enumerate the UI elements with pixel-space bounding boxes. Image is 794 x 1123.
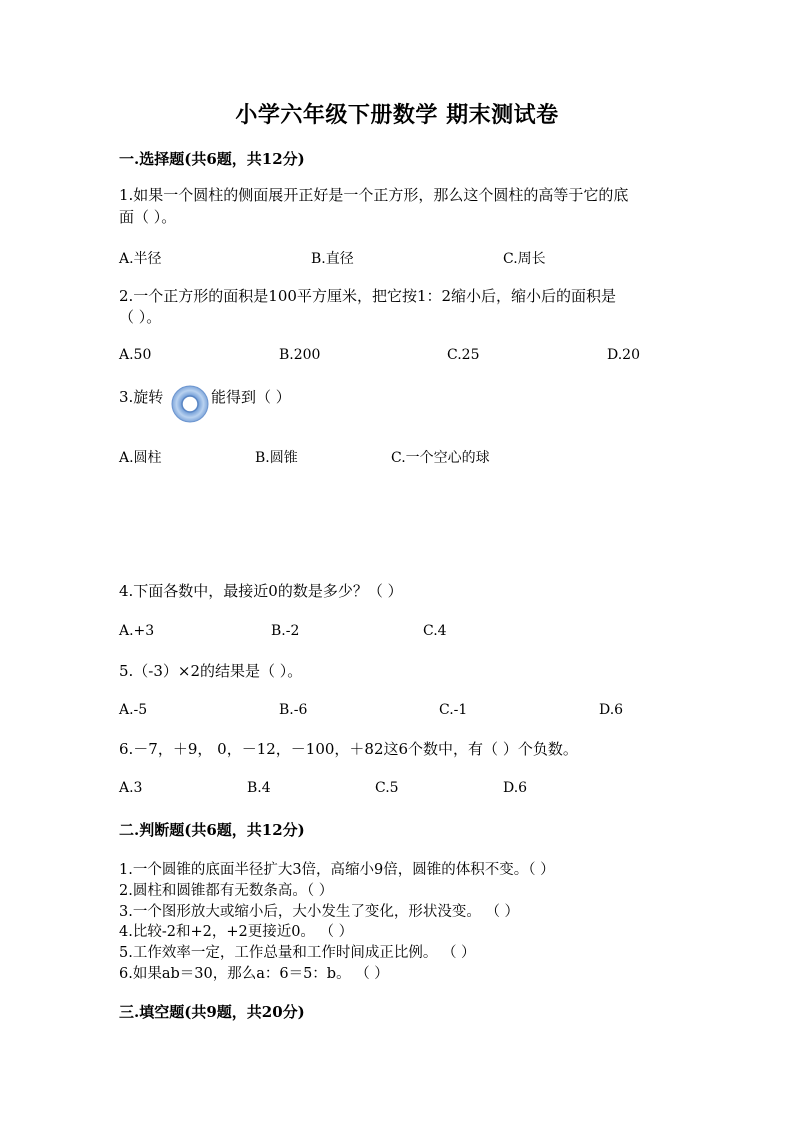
question-3-option-a: A.圆柱 — [119, 450, 162, 466]
question-1-option-b: B.直径 — [311, 251, 354, 267]
judge-item-1: 1.一个圆锥的底面半径扩大3倍，高缩小9倍，圆锥的体积不变。（ ） — [119, 862, 555, 878]
section-heading-fill: 三.填空题(共9题，共20分) — [119, 1003, 305, 1021]
question-3-option-b: B.圆锥 — [255, 450, 298, 466]
page-title: 小学六年级下册数学 期末测试卷 — [235, 102, 559, 128]
question-6-option-c: C.5 — [375, 780, 399, 796]
question-2-line-2: （ ）。 — [119, 308, 162, 326]
section-heading-choice: 一.选择题(共6题，共12分) — [119, 150, 305, 168]
question-2-option-d: D.20 — [607, 347, 640, 363]
ring-figure-icon — [171, 385, 209, 423]
question-3-text-before: 3.旋转 — [119, 388, 164, 406]
question-3-option-c: C.一个空心的球 — [391, 450, 490, 466]
question-6-text: 6.－7，＋9， 0，－12，－100，＋82这6个数中，有（ ）个负数。 — [119, 740, 578, 758]
question-4-text: 4.下面各数中，最接近0的数是多少？（ ） — [119, 582, 403, 600]
question-4-option-b: B.-2 — [271, 623, 300, 639]
question-1-option-a: A.半径 — [119, 251, 162, 267]
question-5-option-a: A.-5 — [119, 702, 148, 718]
judge-item-2: 2.圆柱和圆锥都有无数条高。（ ） — [119, 883, 334, 899]
question-5-option-d: D.6 — [599, 702, 624, 718]
question-5-option-c: C.-1 — [439, 702, 468, 718]
question-2-option-b: B.200 — [279, 347, 321, 363]
question-1-option-c: C.周长 — [503, 251, 546, 267]
question-6-option-b: B.4 — [247, 780, 271, 796]
judge-item-5: 5.工作效率一定，工作总量和工作时间成正比例。 （ ） — [119, 945, 476, 961]
question-2-option-c: C.25 — [447, 347, 480, 363]
question-2-option-a: A.50 — [119, 347, 152, 363]
question-5-text: 5.（-3）×2的结果是（ ）。 — [119, 662, 303, 680]
section-heading-judge: 二.判断题(共6题，共12分) — [119, 821, 305, 839]
judge-item-3: 3.一个图形放大或缩小后，大小发生了变化，形状没变。 （ ） — [119, 904, 520, 920]
judge-item-4: 4.比较-2和+2，+2更接近0。 （ ） — [119, 924, 354, 940]
question-4-option-c: C.4 — [423, 623, 447, 639]
question-4-option-a: A.+3 — [119, 623, 155, 639]
judge-item-6: 6.如果ab＝30，那么a：6＝5：b。 （ ） — [119, 966, 389, 982]
question-1-line-1: 1.如果一个圆柱的侧面展开正好是一个正方形，那么这个圆柱的高等于它的底 — [119, 186, 629, 204]
question-3-text-after: 能得到（ ） — [211, 388, 291, 406]
question-1-line-2: 面（ ）。 — [119, 208, 177, 226]
question-5-option-b: B.-6 — [279, 702, 308, 718]
question-2-line-1: 2.一个正方形的面积是100平方厘米，把它按1：2缩小后，缩小后的面积是 — [119, 287, 617, 305]
question-6-option-a: A.3 — [119, 780, 143, 796]
question-6-option-d: D.6 — [503, 780, 528, 796]
